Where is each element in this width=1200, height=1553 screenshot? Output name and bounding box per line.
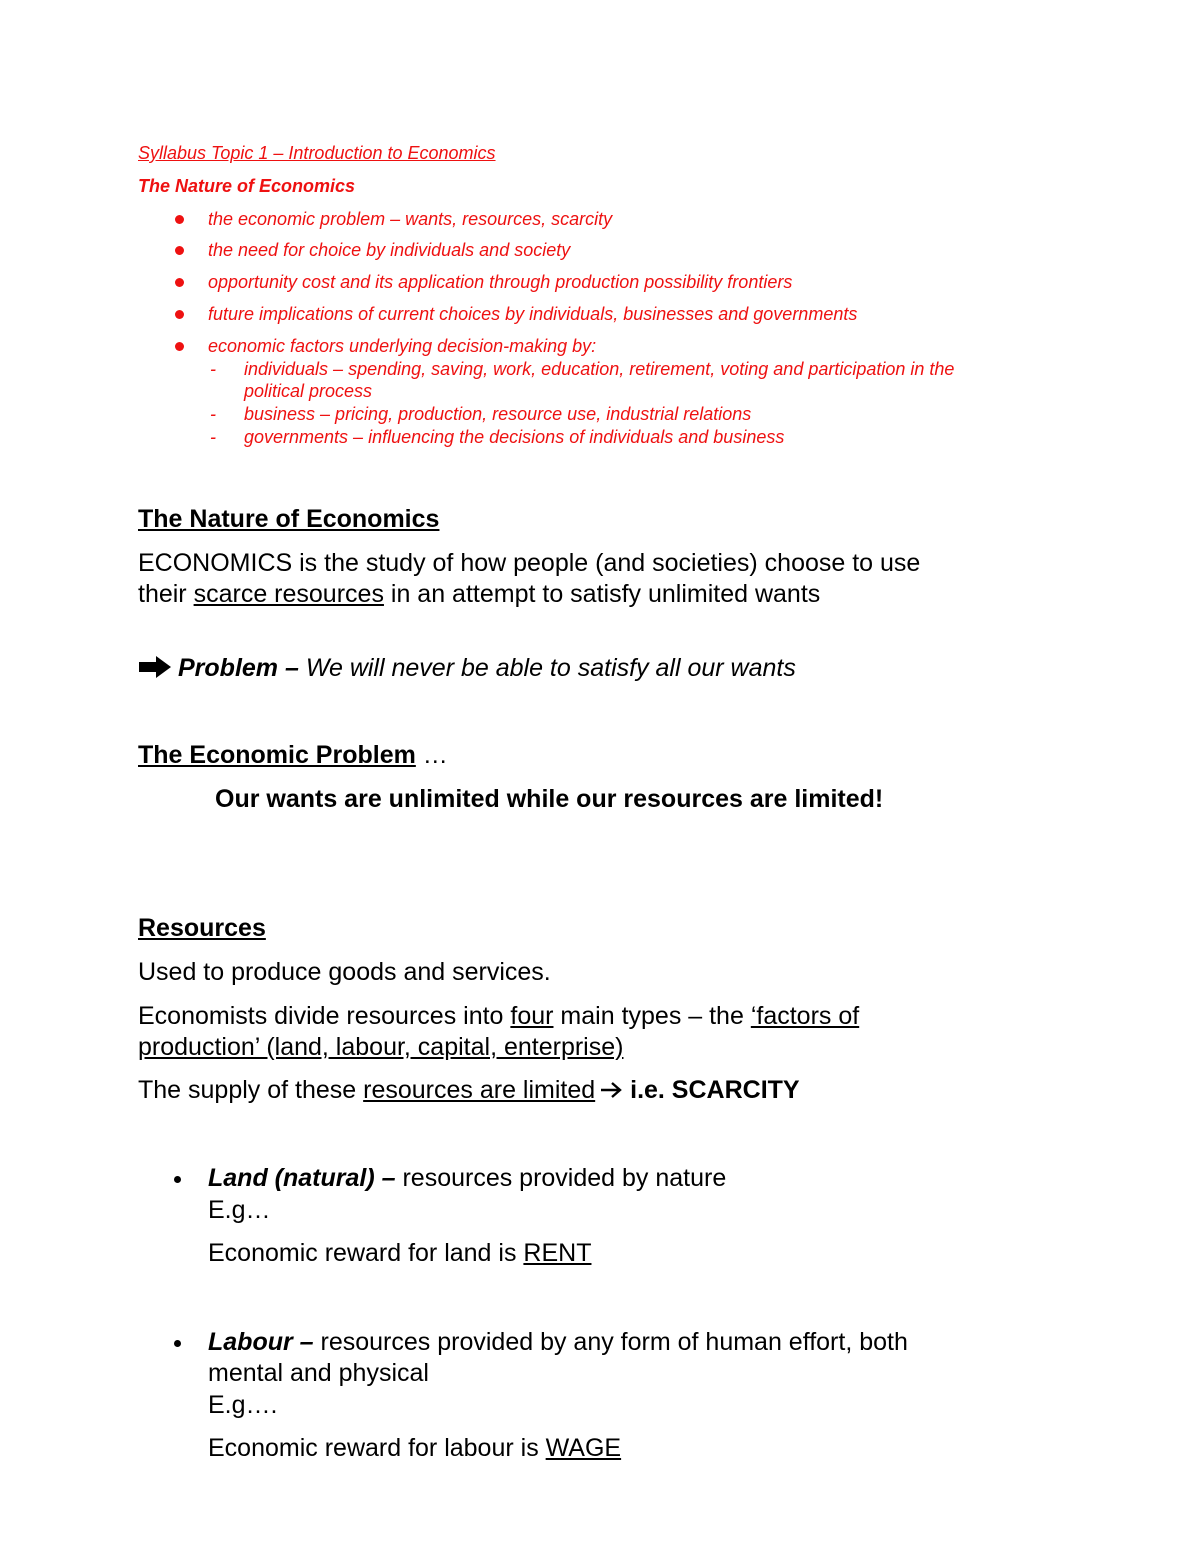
- problem-label: Problem –: [178, 654, 299, 682]
- resources-limited-term: resources are limited: [363, 1076, 596, 1104]
- rent-term: RENT: [523, 1239, 592, 1267]
- definition-text: in an attempt to satisfy unlimited wants: [383, 580, 821, 608]
- economic-problem-statement: Our wants are unlimited while our resources are limited!: [215, 785, 884, 813]
- resources-line2: [138, 1002, 859, 1031]
- labour-reward: [208, 1434, 621, 1463]
- scarcity-conclusion: i.e. SCARCITY: [623, 1076, 800, 1104]
- syllabus-sub-item: individuals – spending, saving, work, education, retirement, voting and participation in the: [244, 359, 955, 379]
- factors-of-production-term: ‘factors of: [750, 1002, 860, 1030]
- syllabus-sub-item: business – pricing, production, resource use, industrial relations: [244, 404, 752, 424]
- syllabus-title: Syllabus Topic 1 – Introduction to Economics: [138, 143, 496, 163]
- factors-of-production-list: production’ (land, labour, capital, enterprise): [138, 1033, 624, 1061]
- arrow-right-icon: [138, 655, 172, 679]
- economic-problem-heading-line: [138, 741, 448, 770]
- resources-text: Economists divide resources into: [138, 1002, 511, 1030]
- bullet-dot-icon: [175, 215, 184, 224]
- four-term: four: [510, 1002, 554, 1030]
- land-description: resources provided by nature: [395, 1164, 727, 1192]
- problem-statement: [138, 654, 796, 683]
- labour-description-continuation: mental and physical: [208, 1359, 429, 1387]
- land-term: Land (natural) –: [208, 1164, 396, 1192]
- nature-heading: The Nature of Economics: [138, 505, 440, 533]
- land-reward-text: Economic reward for land is: [208, 1239, 524, 1267]
- resources-heading: Resources: [138, 914, 266, 942]
- bullet-dot-icon: [175, 246, 184, 255]
- bullet-dot-icon: [174, 1340, 181, 1347]
- syllabus-item: opportunity cost and its application through production possibility frontiers: [208, 272, 793, 292]
- scarcity-text: The supply of these: [138, 1076, 364, 1104]
- land-example: E.g…: [208, 1196, 271, 1224]
- syllabus-item: economic factors underlying decision-making by:: [208, 336, 597, 356]
- labour-term: Labour –: [208, 1328, 314, 1356]
- arrow-right-icon: [599, 1080, 623, 1100]
- labour-reward-text: Economic reward for labour is: [208, 1434, 546, 1462]
- labour-example: E.g….: [208, 1391, 278, 1419]
- bullet-dot-icon: [175, 278, 184, 287]
- labour-description: resources provided by any form of human effort, both: [313, 1328, 908, 1356]
- heading-ellipsis: …: [415, 741, 448, 769]
- economics-definition-line1: ECONOMICS is the study of how people (and societies) choose to use: [138, 549, 921, 577]
- resources-text: main types – the: [553, 1002, 751, 1030]
- dash-marker: -: [210, 359, 216, 379]
- economics-definition-line2: [138, 580, 820, 609]
- problem-text: We will never be able to satisfy all our wants: [298, 654, 796, 682]
- syllabus-item: the economic problem – wants, resources, scarcity: [208, 209, 613, 229]
- bullet-dot-icon: [175, 342, 184, 351]
- syllabus-sub-item-continuation: political process: [244, 381, 373, 401]
- resources-line1: Used to produce goods and services.: [138, 958, 551, 986]
- dash-marker: -: [210, 427, 216, 447]
- syllabus-item: future implications of current choices by individuals, businesses and governments: [208, 304, 858, 324]
- syllabus-subtitle: The Nature of Economics: [138, 176, 356, 196]
- definition-text: their: [138, 580, 194, 608]
- land-reward: [208, 1239, 591, 1268]
- economic-problem-heading: The Economic Problem: [138, 741, 416, 769]
- syllabus-sub-item: governments – influencing the decisions of individuals and business: [244, 427, 785, 447]
- bullet-dot-icon: [174, 1176, 181, 1183]
- wage-term: WAGE: [545, 1434, 622, 1462]
- labour-definition: [208, 1328, 908, 1357]
- scarce-resources-term: scarce resources: [193, 580, 384, 608]
- dash-marker: -: [210, 404, 216, 424]
- syllabus-item: the need for choice by individuals and society: [208, 240, 571, 260]
- bullet-dot-icon: [175, 310, 184, 319]
- land-definition: [208, 1164, 726, 1193]
- scarcity-line: [138, 1076, 800, 1105]
